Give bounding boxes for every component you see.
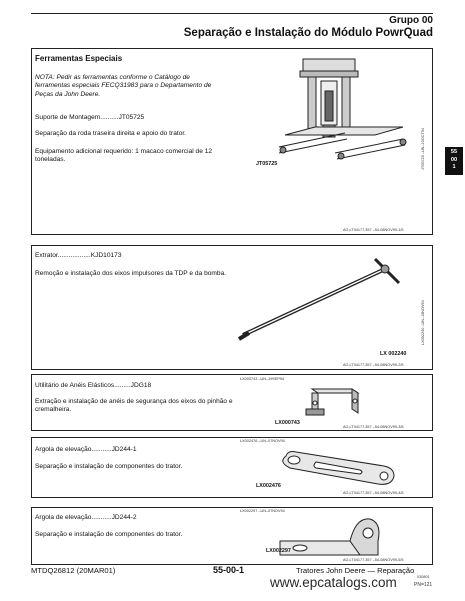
lx002297-top-code: LX002297 –UN–07NOV94 [240, 509, 285, 513]
footer-doc-id: MTDQ26812 (20MAR01) [31, 566, 116, 575]
tab-line-3: 1 [452, 164, 456, 170]
lift-ring-2-desc: Separação e instalação de componentes do trator. [35, 531, 183, 538]
tab-line-1: 55 [450, 149, 458, 155]
watermark-link[interactable]: www.epcatalogs.com [270, 575, 397, 590]
lift-ring-1-tool: Argola de elevação...........JD244-1 [35, 446, 137, 453]
puller-tool: Extrator..................KJD10173 [35, 252, 122, 259]
snap-ring-tool: Utilitário de Anéis Elásticos.........JDG18 [35, 382, 152, 389]
footer-page-number: 55-00-1 [213, 565, 245, 575]
lx002297-label: LX002297 [266, 548, 291, 554]
mounting-stand-illustration [275, 55, 415, 165]
section-3-ref: AG,LT04177,357 –54-08NOV99-3/5 [343, 425, 404, 429]
lx002240-vertical-code: LX002240 –UN–16NOV94 [421, 300, 425, 345]
jt05725-vertical-code: JT05725 –UN–10OCT94 [421, 128, 425, 170]
note-block [35, 74, 225, 99]
note-label: NOTA: [35, 74, 55, 81]
lift-ring-1-illustration [268, 444, 408, 489]
lx002476-label: LX002476 [256, 483, 281, 489]
page-title: Separação e Instalação do Módulo PowrQuad [183, 27, 433, 39]
footer-pn: PN=121 [414, 582, 433, 588]
section-5-ref: AG,LT04177,357 –54-08NOV99-5/5 [343, 558, 404, 562]
footer-date-code: 030801 [417, 575, 430, 579]
section-tab [445, 147, 463, 175]
footer-book-title: Tratores John Deere — Reparação [296, 566, 415, 575]
section-heading: Ferramentas Especiais [35, 54, 123, 63]
support-desc: Separação da roda traseira direita e apoio do trator. [35, 130, 187, 137]
section-4-ref: AG,LT04177,357 –54-08NOV99-4/5 [343, 491, 404, 495]
snap-ring-desc: Extração e instalação de anéis de segurança dos eixos do pinhão e cremalheira. [35, 398, 233, 414]
lift-ring-2-tool: Argola de elevação...........JD244-2 [35, 514, 137, 521]
lx000743-top-code: LX000743 –UN–19SEP94 [240, 377, 285, 381]
section-1-ref: AG,LT04177,357 –54-08NOV99-1/5 [343, 228, 404, 232]
note-text: Pedir as ferramentas conforme o Catálogo de ferramentas especiais FECQ31983 para o Departamento de Peças da John Deere. [35, 74, 212, 98]
equipment-line: Equipamento adicional requerido: 1 macaco comercial de 12 toneladas. [35, 148, 213, 164]
puller-desc: Remoção e instalação dos eixos impulsores da TDP e da bomba. [35, 270, 227, 277]
support-line: Suporte de Montagem..........JT05725 [35, 114, 145, 121]
tab-line-2: 00 [450, 156, 458, 163]
jt05725-label: JT05725 [256, 161, 278, 167]
section-2-ref: AG,LT04177,357 –54-08NOV99-2/5 [343, 363, 404, 367]
lx002476-top-code: LX002476 –UN–07NOV94 [240, 439, 285, 443]
lx000743-label: LX000743 [275, 420, 300, 426]
puller-illustration [235, 255, 415, 345]
header-rule [31, 13, 433, 14]
lift-ring-1-desc: Separação e instalação de componentes do trator. [35, 463, 183, 470]
lx002240-label: LX 002240 [380, 351, 407, 357]
group-label: Grupo 00 [389, 15, 433, 26]
